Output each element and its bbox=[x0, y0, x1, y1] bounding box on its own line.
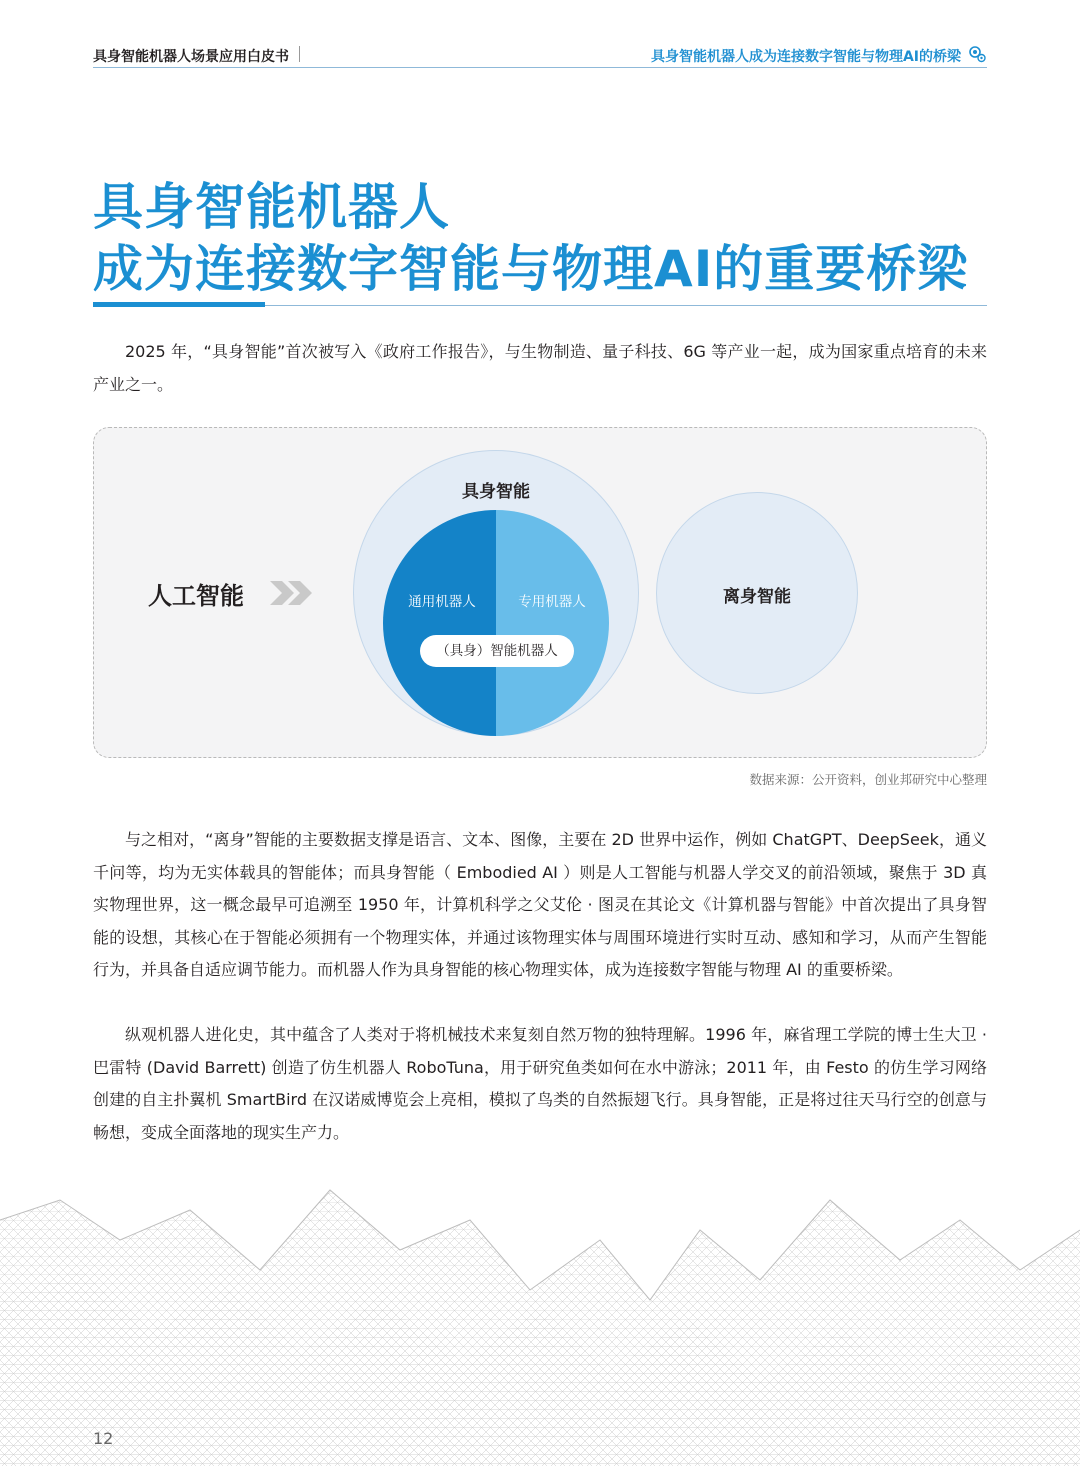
gear-icon bbox=[967, 44, 987, 64]
embodied-intelligence-label: 具身智能 bbox=[462, 482, 530, 502]
embodied-robot-pill: （具身）智能机器人 bbox=[420, 635, 574, 667]
header-chapter-title: 具身智能机器人成为连接数字智能与物理AI的桥梁 bbox=[650, 49, 961, 65]
page-title-line2: 成为连接数字智能与物理AI的重要桥梁 bbox=[93, 240, 969, 298]
special-robot-label: 专用机器人 bbox=[518, 594, 586, 610]
page-title-line1: 具身智能机器人 bbox=[93, 178, 450, 236]
figure-source: 数据来源：公开资料，创业邦研究中心整理 bbox=[749, 772, 987, 787]
general-robot-label: 通用机器人 bbox=[408, 594, 476, 610]
special-robot-half bbox=[496, 510, 609, 736]
page-title bbox=[93, 176, 968, 300]
page-number: 12 bbox=[93, 1429, 114, 1448]
header-divider bbox=[299, 46, 300, 62]
title-accent-bar bbox=[93, 302, 265, 307]
ai-label: 人工智能 bbox=[148, 582, 244, 610]
header-book-title: 具身智能机器人场景应用白皮书 bbox=[93, 49, 289, 65]
running-header bbox=[93, 40, 987, 68]
double-chevron-icon bbox=[268, 577, 316, 609]
disembodied-intelligence-label: 离身智能 bbox=[723, 587, 791, 607]
general-robot-half bbox=[383, 510, 496, 736]
wireframe-mountains-decoration bbox=[0, 1180, 1080, 1466]
robot-circle bbox=[383, 510, 609, 736]
intro-paragraph: 2025 年，“具身智能”首次被写入《政府工作报告》，与生物制造、量子科技、6G 等产业一起，成为国家重点培育的未来产业之一。 bbox=[93, 342, 987, 394]
body-paragraph: 纵观机器人进化史，其中蕴含了人类对于将机械技术来复刻自然万物的独特理解。1996 年，麻省理工学院的博士生大卫 · 巴雷特 (David Barrett) 创造了仿生机器人 RoboTuna，用于研究鱼类如何在水中游泳；2011 年，由 Festo 的仿生学习网络创建的自主扑翼机 SmartBird 在汉诺威博览会上亮相，模拟了鸟类的自然振翅飞行。具身智能，正是将过往天马行空的创意与畅想，变成全面落地的现实生产力。 bbox=[93, 1025, 987, 1142]
body-paragraph: 与之相对，“离身”智能的主要数据支撑是语言、文本、图像，主要在 2D 世界中运作，例如 ChatGPT、DeepSeek，通义千问等，均为无实体载具的智能体；而具身智能（ Embodied AI ）则是人工智能与机器人学交叉的前沿领域，聚焦于 3D 真实物理世界，这一概念最早可追溯至 1950 年，计算机科学之父艾伦 · 图灵在其论文《计算机器与智能》中首次提出了具身智能的设想，其核心在于智能必须拥有一个物理实体，并通过该物理实体与周围环境进行实时互动、感知和学习，从而产生智能行为，并具备自适应调节能力。而机器人作为具身智能的核心物理实体，成为连接数字智能与物理 AI 的重要桥梁。 bbox=[93, 830, 987, 979]
